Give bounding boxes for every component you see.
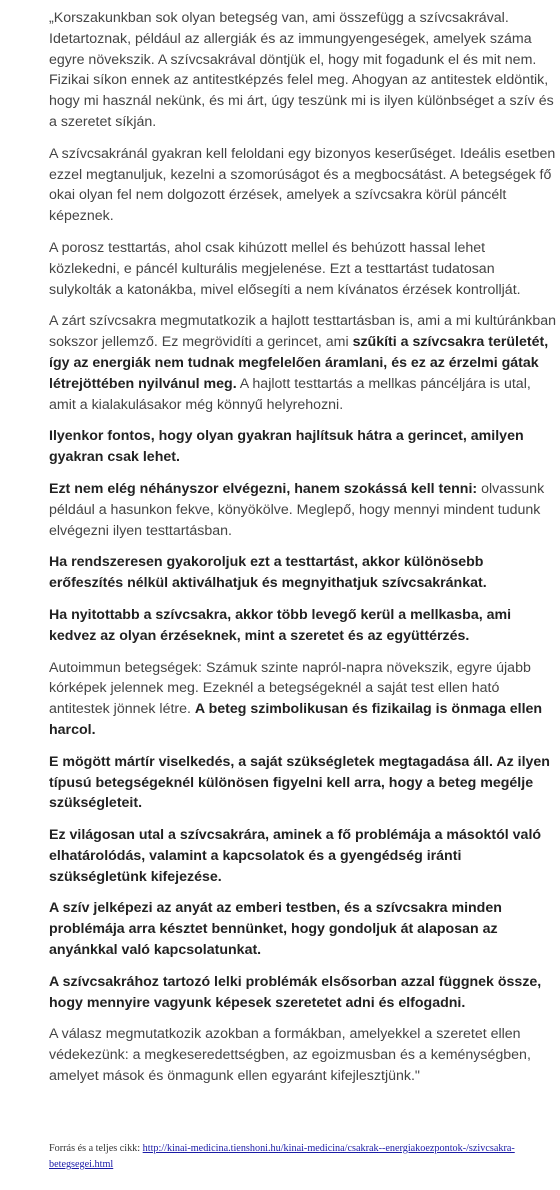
text-span: Autoimmun betegségek: Számuk szinte napról-napra növekszik, egyre újabb kórképek jelennek meg. Ezeknél a betegségeknél a saját test ellen ható antitestek jönnek létre. — [49, 659, 531, 718]
paragraph — [49, 238, 557, 300]
paragraph — [49, 605, 557, 647]
text-span: A porosz testtartás, ahol csak kihúzott mellel és behúzott hassal lehet közlekedni, e páncél kulturális megjelenése. Ezt a testtartást tudatosan sulykolták a katonákba, mivel elősegíti a nem kívánatos érzések kontrollját. — [49, 239, 521, 298]
bold-text: Ez világosan utal a szívcsakrára, aminek a fő problémája a másoktól való elhatárolódás, valamint a kapcsolatok és a gyengédség iránti szükségletünk kifejezése. — [49, 827, 542, 885]
paragraph — [49, 479, 557, 541]
paragraph — [49, 1024, 557, 1086]
bold-text: E mögött mártír viselkedés, a saját szükségletek megtagadása áll. Az ilyen típusú betegségeknél különösen figyelni kell arra, hogy a beteg megélje szükségleteit. — [49, 753, 550, 812]
paragraph — [49, 752, 557, 814]
paragraph — [49, 8, 557, 133]
text-span: A válasz megmutatkozik azokban a formákban, amelyekkel a szeretet ellen védekezünk: a megkeseredettségben, az egoizmusban és a keménységben, amelyet mások és önmagunk ellen egyaránt kifejlesztjünk." — [49, 1026, 531, 1085]
bold-text: Ezt nem elég néhányszor elvégezni, hanem szokássá kell tenni: — [49, 480, 478, 497]
source-citation — [49, 1141, 549, 1173]
bold-text: Ha nyitottabb a szívcsakra, akkor több levegő kerül a mellkasba, ami kedvez az olyan érzéseknek, mint a szeretet és az együttérzés. — [49, 606, 512, 644]
paragraph — [49, 972, 557, 1014]
article-body — [49, 0, 557, 1098]
bold-text: Ilyenkor fontos, hogy olyan gyakran hajlítsuk hátra a gerincet, amilyen gyakran csak lehet. — [49, 428, 524, 466]
text-span: A szívcsakránál gyakran kell feloldani egy bizonyos keserűséget. Ideális esetben ezzel megtanuljuk, kezelni a szomorúságot és a megbocsátást. A betegségek fő okai olyan fel nem dolgozott érzések, amelyek a szívcsakra körül páncélt képeznek. — [49, 145, 556, 225]
text-span: olvassunk például a hasunkon fekve, könyökölve. Meglepő, hogy mennyi mindent tudunk elvégezni ilyen testtartásban. — [49, 480, 545, 539]
bold-text: szűkíti a szívcsakra területét, így az energiák nem tudnak megfelelően áramlani, és ez az érzelmi gátak létrejöttében nyilvánul meg. — [49, 334, 549, 392]
paragraph — [49, 426, 557, 468]
paragraph — [49, 311, 557, 415]
source-label: Forrás és a teljes cikk: — [49, 1143, 141, 1154]
text-span: A zárt szívcsakra megmutatkozik a hajlott testtartásban is, ami a mi kultúránkban sokszor jellemző. Ez megrövidíti a gerincet, ami — [49, 313, 557, 351]
paragraph — [49, 144, 557, 227]
paragraph — [49, 658, 557, 741]
paragraph — [49, 825, 557, 887]
bold-text: A beteg szimbolikusan és fizikailag is önmaga ellen harcol. — [49, 701, 543, 738]
text-span: „Korszakunkban sok olyan betegség van, ami összefügg a szívcsakrával. Idetartoznak, például az allergiák és az immungyengeségek, amelyek száma egyre növekszik. A szívcsakrával döntjük el, hogy mit fogadunk el és mit nem. Fizikai síkon ennek az antitestképzés felel meg. Ahogyan az antitestek eldöntik, hogy mi használ nekünk, és mi árt, úgy teszünk mi is ilyen különbséget a szív és a szeretet síkján. — [49, 10, 554, 130]
bold-text: A szív jelképezi az anyát az emberi testben, és a szívcsakra minden problémája arra késztet bennünket, hogy gondoljuk át alaposan az anyánkkal való kapcsolatunkat. — [49, 900, 502, 959]
paragraph — [49, 552, 557, 594]
paragraph — [49, 898, 557, 960]
bold-text: A szívcsakrához tartozó lelki problémák elsősorban azzal függnek össze, hogy mennyire vagyunk képesek szeretetet adni és elfogadni. — [49, 973, 542, 1011]
text-span: A hajlott testtartás a mellkas páncéljára is utal, amit a kialakulásakor még könnyű helyrehozni. — [49, 375, 531, 413]
source-link[interactable]: http://kinai-medicina.tienshoni.hu/kinai-medicina/csakrak--energiakoezpontok-/szivcsakra-betegsegei.html — [49, 1143, 515, 1170]
bold-text: Ha rendszeresen gyakoroljuk ezt a testtartást, akkor különösebb erőfeszítés nélkül aktiválhatjuk és megnyithatjuk szívcsakránkat. — [49, 554, 487, 592]
